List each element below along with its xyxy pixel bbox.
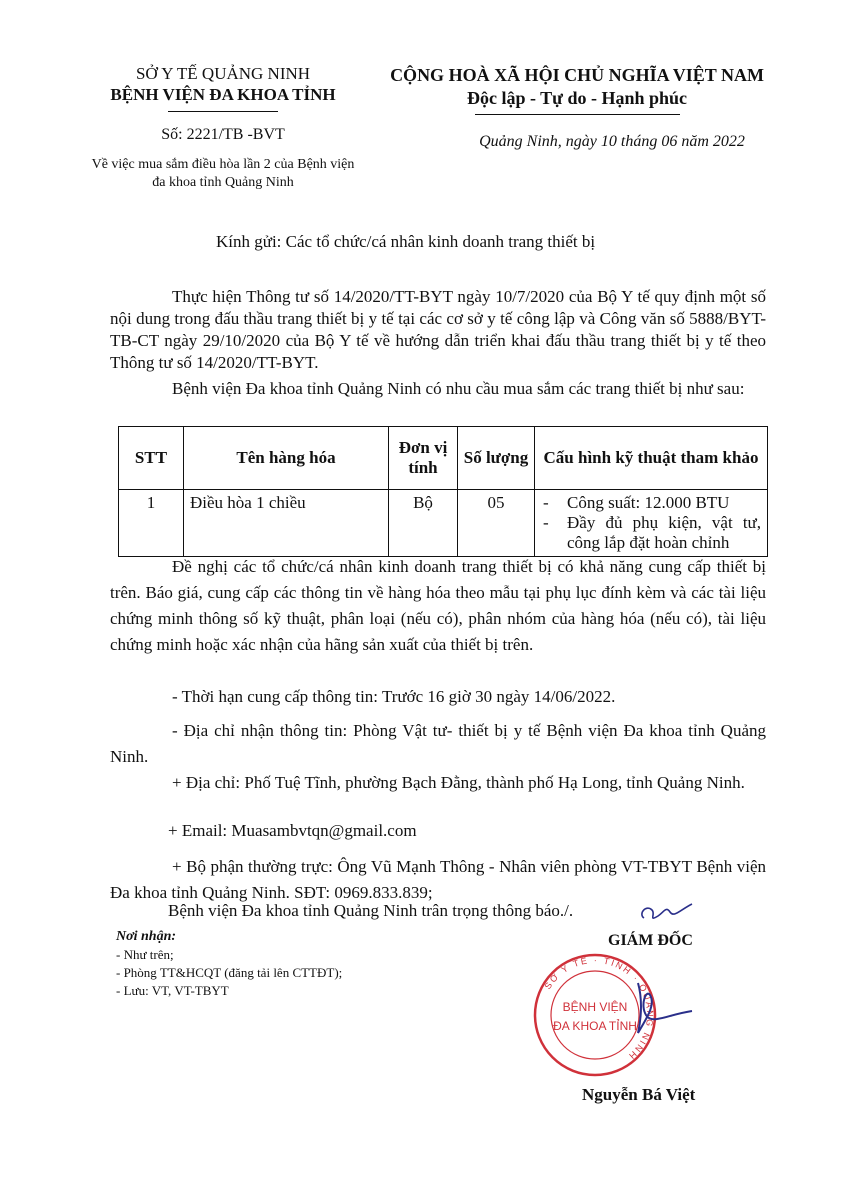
address-line: + Địa chỉ: Phố Tuệ Tĩnh, phường Bạch Đằng, thành phố Hạ Long, tỉnh Quảng Ninh. (172, 773, 745, 792)
recipients-block (116, 928, 366, 1000)
recipient-item: - Như trên; (116, 947, 174, 962)
cell-quantity: 05 (458, 490, 535, 557)
deadline-line: - Thời hạn cung cấp thông tin: Trước 16 giờ 30 ngày 14/06/2022. (172, 687, 616, 706)
request-paragraph: Đề nghị các tổ chức/cá nhân kinh doanh trang thiết bị có khả năng cung cấp thiết bị trên. Báo giá, cung cấp các thông tin về hàng hóa theo mẫu tại phụ lục đính kèm và các tài liệu chứng minh thông số kỹ thuật, phân loại (nếu có), phân nhóm của hàng hóa (nếu có), tài liệu chứng minh hoặc xác nhận của hãng sản xuất của thiết bị trên. (110, 557, 766, 654)
stamp-ring-text: SỞ Y TẾ · TỈNH · QUẢNG NINH (542, 954, 656, 1063)
purchase-need-paragraph: Bệnh viện Đa khoa tỉnh Quảng Ninh có nhu cầu mua sắm các trang thiết bị như sau: (172, 379, 745, 398)
recipients-title: Nơi nhận: (116, 929, 177, 944)
col-stt: STT (119, 427, 184, 490)
hospital-name: BỆNH VIỆN ĐA KHOA TỈNH (110, 85, 336, 104)
col-item-name: Tên hàng hóa (184, 427, 389, 490)
cell-item-name: Điều hòa 1 chiều (184, 490, 389, 557)
national-motto: Độc lập - Tự do - Hạnh phúc (466, 88, 688, 108)
contact-line: + Bộ phận thường trực: Ông Vũ Mạnh Thông - Nhân viên phòng VT-TBYT Bệnh viện Đa khoa tỉnh Quảng Ninh. SĐT: 0969.833.839; (110, 857, 766, 902)
table-header-row (119, 427, 768, 490)
recipient-item: - Phòng TT&HCQT (đăng tải lên CTTĐT); (116, 965, 343, 980)
signer-title: GIÁM ĐỐC (608, 932, 693, 949)
email-line: + Email: Muasambvtqn@gmail.com (168, 821, 417, 840)
motto-underline (475, 114, 680, 115)
issuer-header (88, 64, 358, 192)
initials-scribble-icon (636, 896, 696, 928)
signature-stroke-icon (616, 975, 696, 1045)
subject-line-2: đa khoa tỉnh Quảng Ninh (152, 175, 294, 190)
equipment-table (118, 426, 768, 557)
stamp-line-2: ĐA KHOA TỈNH (553, 1019, 637, 1033)
agency-name: SỞ Y TẾ QUẢNG NINH (135, 64, 311, 83)
col-spec: Cấu hình kỹ thuật tham khảo (535, 427, 768, 490)
stamp-line-1: BỆNH VIỆN (562, 1000, 628, 1014)
national-header (378, 64, 776, 151)
subject-line-1: Về việc mua sắm điều hòa lần 2 của Bệnh viện (91, 157, 355, 172)
issuer-underline (168, 111, 278, 112)
spec-list (541, 493, 761, 553)
col-unit: Đơn vị tính (389, 427, 458, 490)
receiver-line: - Địa chỉ nhận thông tin: Phòng Vật tư- thiết bị y tế Bệnh viện Đa khoa tỉnh Quảng Ninh. (110, 721, 766, 766)
cell-spec (535, 490, 768, 557)
table-row (119, 490, 768, 557)
closing-line: Bệnh viện Đa khoa tỉnh Quảng Ninh trân trọng thông báo./. (168, 901, 574, 920)
nation-title: CỘNG HOÀ XÃ HỘI CHỦ NGHĨA VIỆT NAM (390, 65, 764, 85)
signer-name: Nguyễn Bá Việt (582, 1085, 696, 1104)
spec-item: - Đầy đủ phụ kiện, vật tư, công lắp đặt hoàn chỉnh (541, 513, 761, 553)
col-quantity: Số lượng (458, 427, 535, 490)
cell-unit: Bộ (389, 490, 458, 557)
document-subject (88, 156, 358, 192)
intro-paragraph: Thực hiện Thông tư số 14/2020/TT-BYT ngày 10/7/2020 của Bộ Y tế quy định một số nội dung trong đấu thầu trang thiết bị y tế tại các cơ sở y tế công lập và Công văn số 5888/BYT-TB-CT ngày 29/10/2020 của Bộ Y tế về hướng dẫn triển khai đấu thầu trang thiết bị y tế theo Thông tư số 14/2020/TT-BYT. (110, 287, 766, 372)
document-number: Số: 2221/TB -BVT (161, 126, 285, 143)
spec-item: - Công suất: 12.000 BTU (541, 493, 761, 513)
cell-stt: 1 (119, 490, 184, 557)
recipient-item: - Lưu: VT, VT-TBYT (116, 983, 229, 998)
document-date: Quảng Ninh, ngày 10 tháng 06 năm 2022 (479, 133, 745, 150)
recipient-line: Kính gửi: Các tổ chức/cá nhân kinh doanh trang thiết bị (216, 232, 596, 251)
